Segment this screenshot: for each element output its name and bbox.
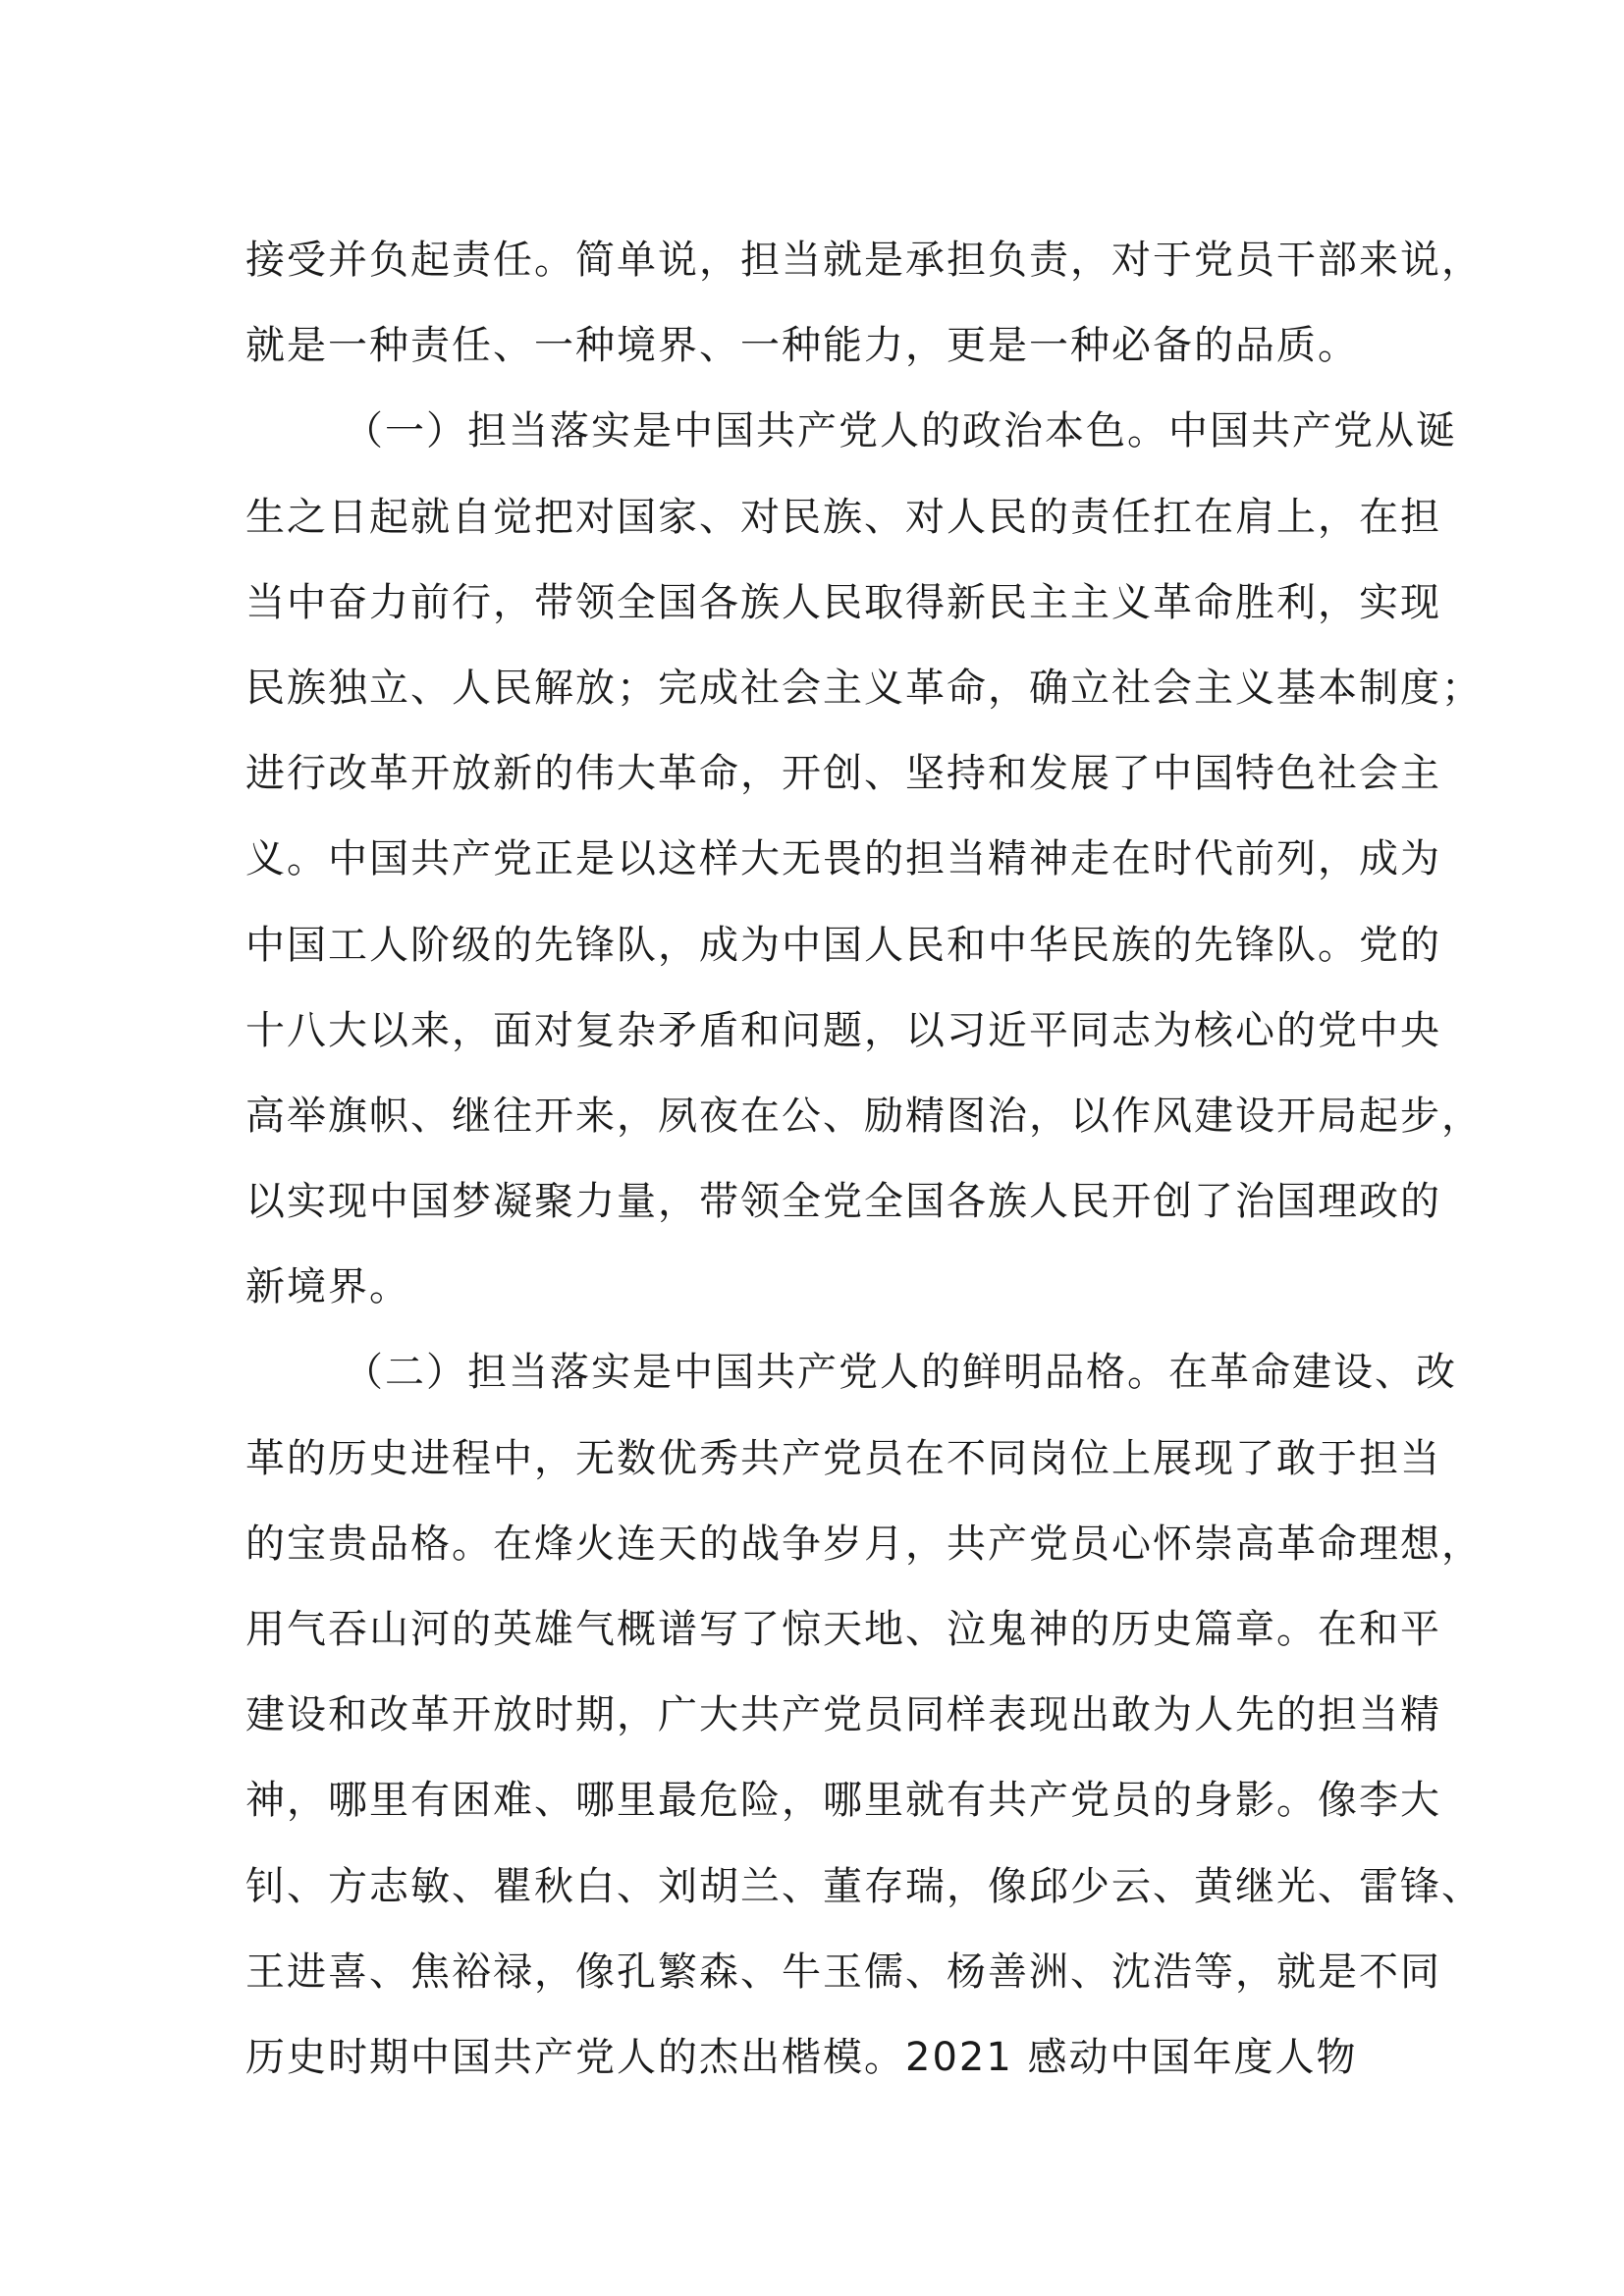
- text-line: 王进喜、焦裕禄，像孔繁森、牛玉儒、杨善洲、沈浩等，就是不同: [245, 1949, 1441, 1995]
- text-line: 用气吞山河的英雄气概谱写了惊天地、泣鬼神的历史篇章。在和平: [245, 1607, 1441, 1652]
- section-heading-line: （二）担当落实是中国共产党人的鲜明品格。在革命建设、改: [344, 1350, 1457, 1396]
- text-line: 义。中国共产党正是以这样大无畏的担当精神走在时代前列，成为: [245, 836, 1441, 882]
- text-line: 高举旗帜、继往开来，夙夜在公、励精图治，以作风建设开局起步，: [245, 1093, 1483, 1139]
- text-line: 接受并负起责任。简单说，担当就是承担负责，对于党员干部来说，: [245, 238, 1483, 283]
- text-line: 民族独立、人民解放；完成社会主义革命，确立社会主义基本制度；: [245, 665, 1483, 711]
- text-line: 新境界。: [245, 1264, 410, 1310]
- body-text: [245, 218, 1483, 2101]
- section-heading-line: （一）担当落实是中国共产党人的政治本色。中国共产党从诞: [344, 408, 1457, 454]
- text-line: 生之日起就自觉把对国家、对民族、对人民的责任扛在肩上，在担: [245, 494, 1441, 540]
- text-line: 进行改革开放新的伟大革命，开创、坚持和发展了中国特色社会主: [245, 751, 1441, 797]
- text-line: 以实现中国梦凝聚力量，带领全党全国各族人民开创了治国理政的: [245, 1179, 1441, 1225]
- text-line: 建设和改革开放时期，广大共产党员同样表现出敢为人先的担当精: [245, 1692, 1441, 1738]
- text-line: 就是一种责任、一种境界、一种能力，更是一种必备的品质。: [245, 323, 1359, 369]
- text-line: 中国工人阶级的先锋队，成为中国人民和中华民族的先锋队。党的: [245, 922, 1441, 968]
- text-line: 当中奋力前行，带领全国各族人民取得新民主主义革命胜利，实现: [245, 579, 1441, 625]
- text-line: 的宝贵品格。在烽火连天的战争岁月，共产党员心怀崇高革命理想，: [245, 1521, 1483, 1567]
- text-line: 钊、方志敏、瞿秋白、刘胡兰、董存瑞，像邱少云、黄继光、雷锋、: [245, 1863, 1483, 1909]
- text-line: 革的历史进程中，无数优秀共产党员在不同岗位上展现了敢于担当: [245, 1435, 1441, 1481]
- text-line: 历史时期中国共产党人的杰出楷模。2021 感动中国年度人物: [245, 2034, 1358, 2080]
- text-line: 神，哪里有困难、哪里最危险，哪里就有共产党员的身影。像李大: [245, 1778, 1441, 1824]
- text-line: 十八大以来，面对复杂矛盾和问题，以习近平同志为核心的党中央: [245, 1007, 1441, 1053]
